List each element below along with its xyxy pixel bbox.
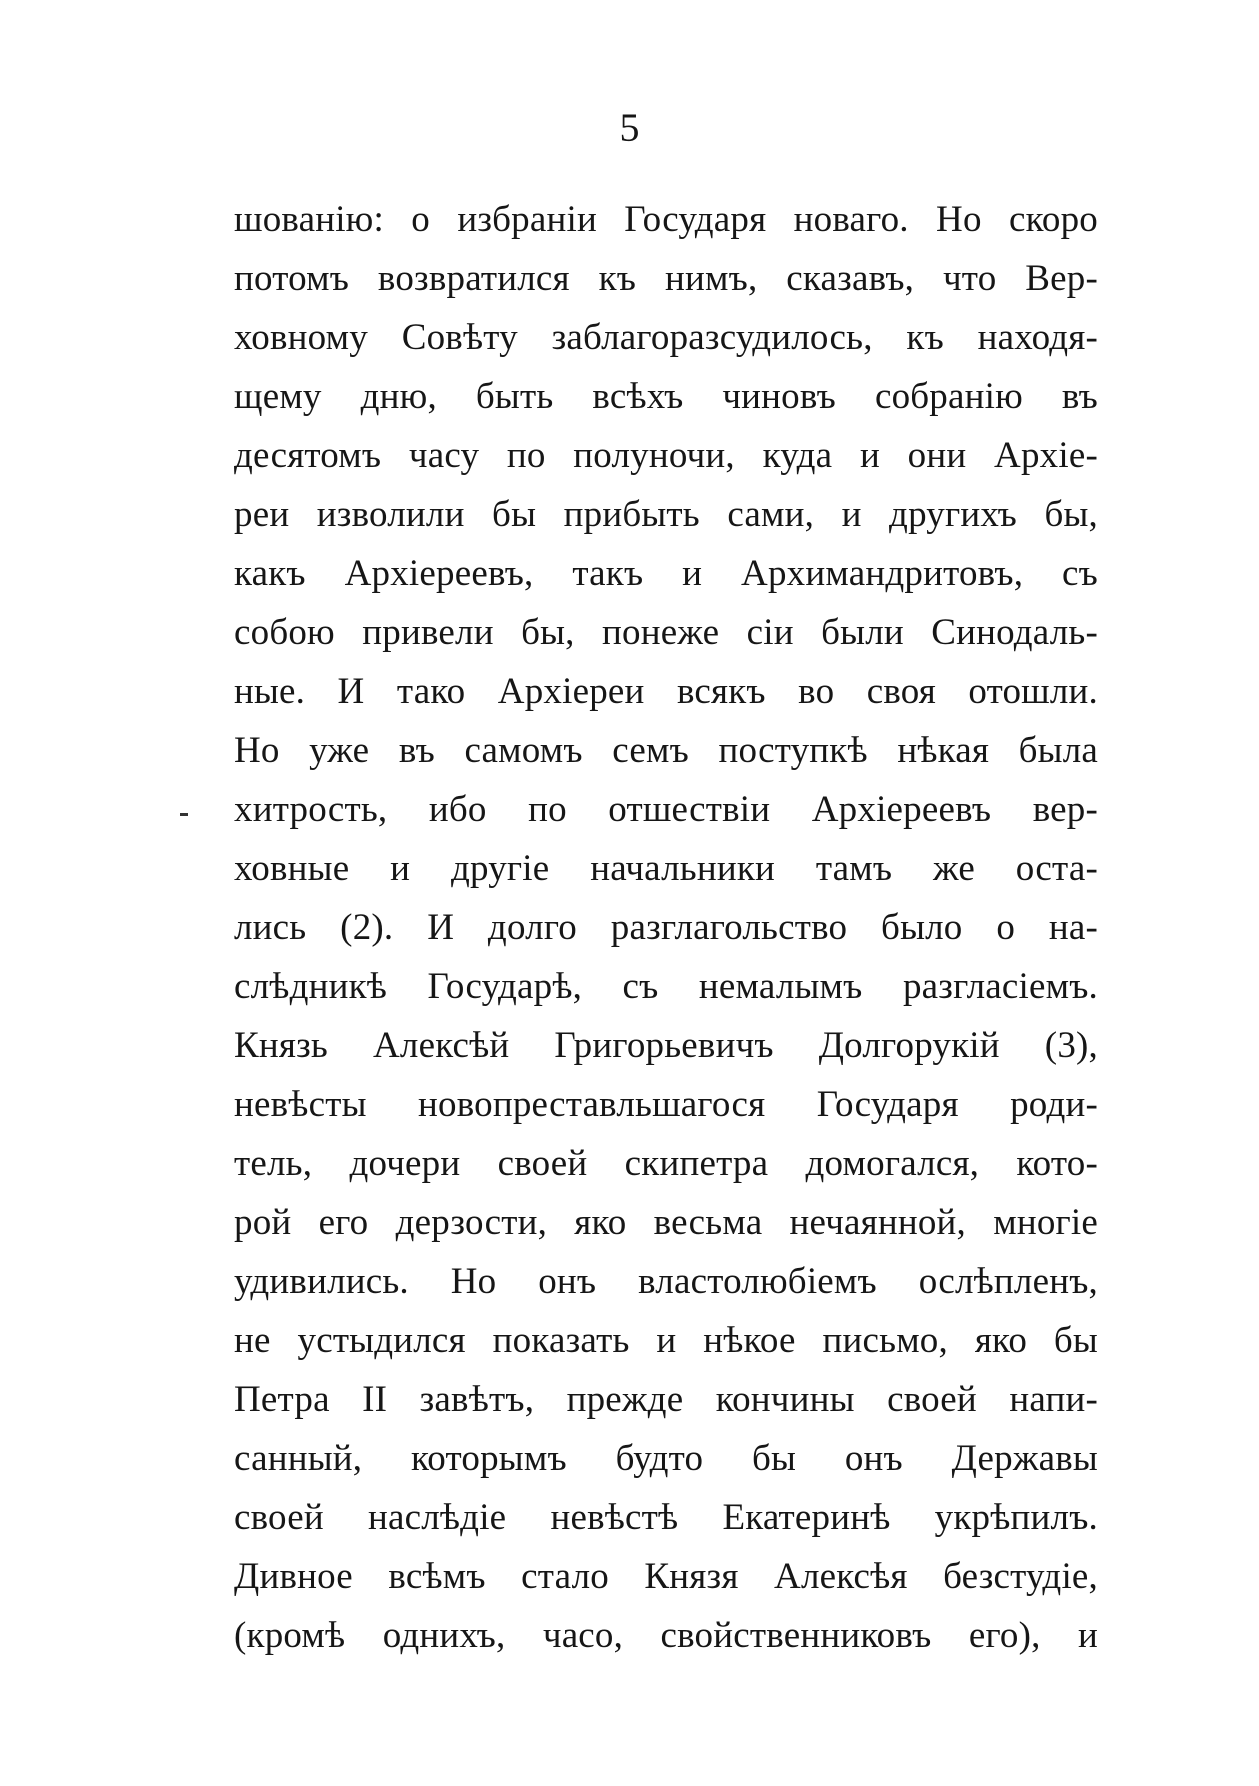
text-line-16: невѣсты новопреставльшагося Государя роди- [234,1084,1098,1125]
text-line-15: Князь Алексѣй Григорьевичъ Долгорукій (3), [234,1025,1098,1066]
text-line-1: шованію: о избраніи Государя новаго. Но скоро [234,199,1098,240]
text-line-17: тель, дочери своей скипетра домогался, кото- [234,1143,1098,1184]
text-line-20: не устыдился показать и нѣкое письмо, яко бы [234,1320,1098,1361]
text-line-18: рой его дерзости, яко весьма нечаянной, многіе [234,1202,1098,1243]
text-line-2: потомъ возвратился къ нимъ, сказавъ, что Вер- [234,258,1098,299]
text-line-9: ные. И тако Архіереи всякъ во своя отошли. [234,671,1098,712]
text-line-23: своей наслѣдіе невѣстѣ Екатеринѣ укрѣпилъ. [234,1497,1098,1538]
text-line-19: удивились. Но онъ властолюбіемъ ослѣпленъ, [234,1261,1098,1302]
text-line-3: ховному Совѣту заблагоразсудилось, къ находя- [234,317,1098,358]
text-line-6: реи изволили бы прибыть сами, и другихъ бы, [234,494,1098,535]
margin-mark [180,813,188,816]
body-text [234,190,1098,1665]
text-line-8: собою привели бы, понеже сіи были Синодаль- [234,612,1098,653]
text-line-5: десятомъ часу по полуночи, куда и они Архіе- [234,435,1098,476]
text-line-10: Но уже въ самомъ семъ поступкѣ нѣкая была [234,730,1098,771]
text-line-21: Петра II завѣтъ, прежде кончины своей напи- [234,1379,1098,1420]
text-line-4: щему дню, быть всѣхъ чиновъ собранію въ [234,376,1098,417]
page-number: 5 [619,105,640,150]
text-line-25: (кромѣ однихъ, часо, свойственниковъ его), и [234,1615,1098,1656]
text-line-11: хитрость, ибо по отшествіи Архіереевъ вер- [234,789,1098,830]
text-line-12: ховные и другіе начальники тамъ же оста- [234,848,1098,889]
text-line-14: слѣдникѣ Государѣ, съ немалымъ разгласіемъ. [234,966,1098,1007]
text-line-24: Дивное всѣмъ стало Князя Алексѣя безстудіе, [234,1556,1098,1597]
text-line-7: какъ Архіереевъ, такъ и Архимандритовъ, съ [234,553,1098,594]
text-line-13: лись (2). И долго разглагольство было о на- [234,907,1098,948]
text-line-22: санный, которымъ будто бы онъ Державы [234,1438,1098,1479]
